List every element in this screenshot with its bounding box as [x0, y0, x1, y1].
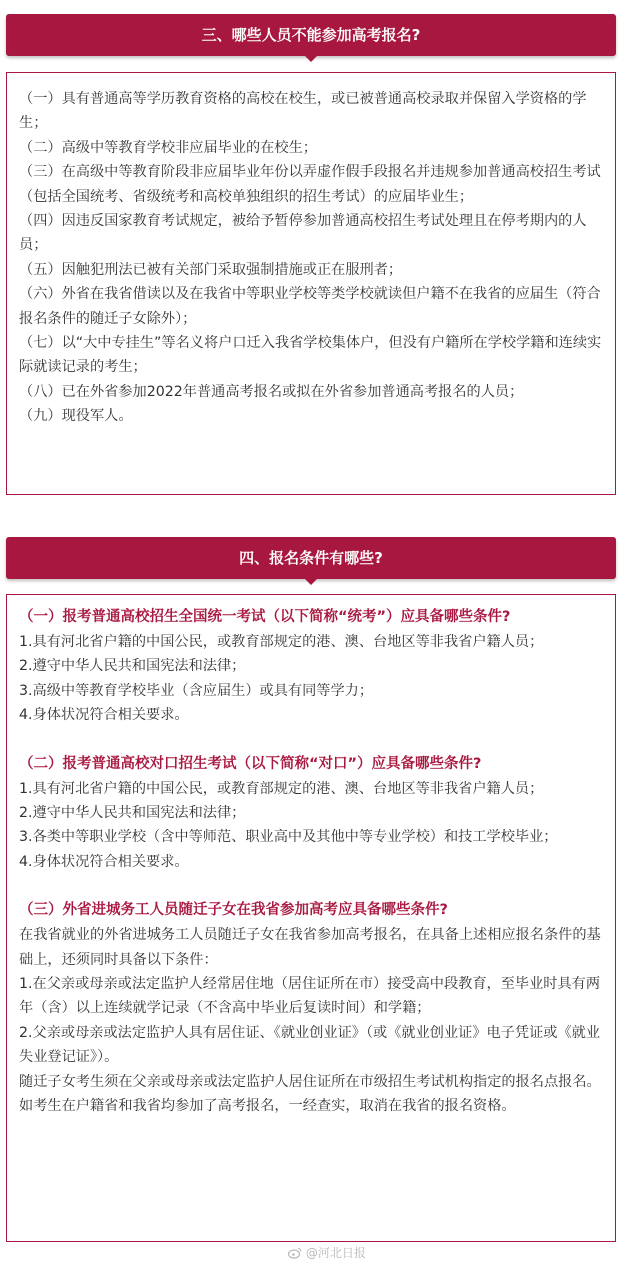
spacer [19, 728, 607, 752]
group-line: 2.父亲或母亲或法定监护人具有居住证、《就业创业证》（或《就业创业证》电子凭证或《就业失业登记证》）。 [19, 1024, 601, 1066]
watermark [288, 1244, 366, 1262]
group-line: 随迁子女考生须在父亲或母亲或法定监护人居住证所在市级招生考试机构指定的报名点报名。如考生在户籍省和我省均参加了高考报名，一经查实，取消在我省的报名资格。 [19, 1073, 601, 1115]
weibo-icon [288, 1246, 302, 1258]
group-line: 1.在父亲或母亲或法定监护人经常居住地（居住证所在市）接受高中段教育，至毕业时具有两年（含）以上连续就学记录（不含高中毕业后复读时间）和学籍； [19, 976, 601, 1017]
group-line: 3.高级中等教育学校毕业（含应届生）或具有同等学力； [19, 682, 374, 699]
group-line: 4.身体状况符合相关要求。 [19, 707, 189, 724]
section-3-banner [6, 14, 616, 56]
group-line: 2.遵守中华人民共和国宪法和法律； [19, 805, 246, 822]
group-line: 4.身体状况符合相关要求。 [19, 853, 189, 870]
group-line: 2.遵守中华人民共和国宪法和法律； [19, 658, 246, 675]
group-line: 1.具有河北省户籍的中国公民，或教育部规定的港、澳、台地区等非我省户籍人员； [19, 780, 544, 797]
banner-notch [305, 579, 317, 585]
section-3-item: （二）高级中等教育学校非应届毕业的在校生； [19, 139, 317, 156]
section-3-box [6, 72, 616, 495]
section-4-banner [6, 537, 616, 579]
group-line: 1.具有河北省户籍的中国公民，或教育部规定的港、澳、台地区等非我省户籍人员； [19, 634, 544, 650]
section-3-item: （九）现役军人。 [19, 408, 133, 425]
banner-notch [305, 56, 317, 62]
spacer [19, 874, 607, 898]
watermark-text: @河北日报 [305, 1246, 366, 1260]
group-heading: （二）报考普通高校对口招生考试（以下简称“对口”）应具备哪些条件? [19, 755, 482, 772]
section-3-item: （六）外省在我省借读以及在我省中等职业学校等类学校就读但户籍不在我省的应届生（符合报名条件的随迁子女除外）； [19, 286, 601, 327]
section-3-item: （七）以“大中专挂生”等名义将户口迁入我省学校集体户，但没有户籍所在学校学籍和连续实际就读记录的考生； [19, 335, 602, 376]
group-line: 在我省就业的外省进城务工人员随迁子女在我省参加高考报名，在具备上述相应报名条件的基础上，还须同时具备以下条件： [19, 927, 601, 968]
section-3-item: （五）因触犯刑法已被有关部门采取强制措施或正在服刑者； [19, 261, 403, 278]
section-3-title: 三、哪些人员不能参加高考报名? [201, 26, 421, 44]
section-4-box [6, 594, 616, 1242]
group-line: 3.各类中等职业学校（含中等师范、职业高中及其他中等专业学校）和技工学校毕业； [19, 829, 558, 846]
section-3-item: （八）已在外省参加2022年普通高考报名或拟在外省参加普通高考报名的人员； [19, 383, 524, 400]
group-heading: （一）报考普通高校招生全国统一考试（以下简称“统考”）应具备哪些条件? [19, 609, 511, 625]
section-3-item: （四）因违反国家教育考试规定，被给予暂停参加普通高校招生考试处理且在停考期内的人员； [19, 213, 587, 254]
section-3-item: （一）具有普通高等学历教育资格的高校在校生，或已被普通高校录取并保留入学资格的学生； [19, 91, 587, 132]
section-4-title: 四、报名条件有哪些? [239, 549, 383, 567]
section-3-item: （三）在高级中等教育阶段非应届毕业年份以弄虚作假手段报名并违规参加普通高校招生考试（包括全国统考、省级统考和高校单独组织的招生考试）的应届毕业生； [19, 164, 601, 205]
group-heading: （三）外省进城务工人员随迁子女在我省参加高考应具备哪些条件? [19, 902, 448, 919]
